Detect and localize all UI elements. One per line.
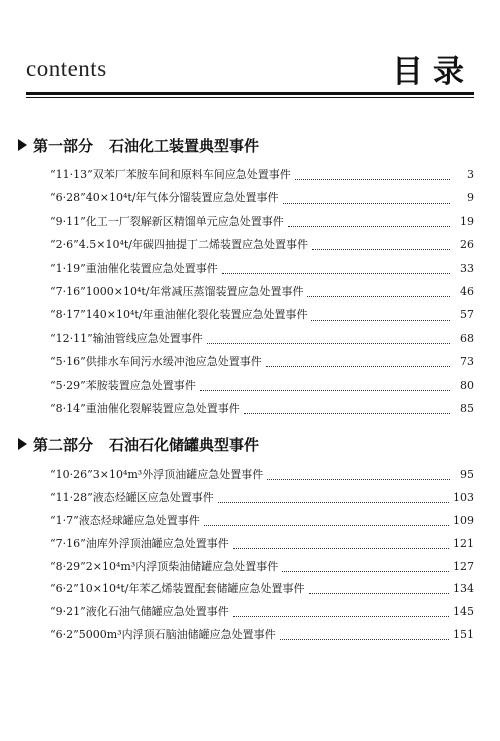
toc-entry-page-number: 19	[460, 214, 474, 228]
toc-entry-title: “2·6”4.5×10⁴t/年碳四抽提丁二烯装置应急处置事件	[50, 238, 308, 252]
toc-entry-title: “8·14”重油催化裂解装置应急处置事件	[50, 401, 240, 415]
toc-entry[interactable]	[50, 377, 474, 400]
section-part: 第二部分	[33, 435, 94, 454]
dot-leader	[218, 502, 449, 503]
toc-entry[interactable]	[50, 489, 474, 512]
toc-entry-title: “8·17”140×10⁴t/年重油催化裂化装置应急处置事件	[50, 308, 308, 322]
dot-leader	[207, 343, 450, 344]
triangle-marker-icon	[18, 139, 27, 151]
toc-entry-page-number: 145	[453, 605, 474, 619]
toc-entry-title: “9·21”液化石油气储罐应急处置事件	[50, 605, 229, 619]
toc-entry[interactable]	[50, 626, 474, 649]
toc-entry-title: “7·16”油库外浮顶油罐应急处置事件	[50, 536, 229, 550]
toc-entry-page-number: 46	[460, 284, 474, 298]
toc-entry-title: “9·11”化工一厂裂解新区精馏单元应急处置事件	[50, 214, 284, 228]
toc-entry[interactable]	[50, 330, 474, 353]
toc-entry-title: “1·19”重油催化装置应急处置事件	[50, 261, 218, 275]
toc-entry-title: “7·16”1000×10⁴t/年常减压蒸馏装置应急处置事件	[50, 284, 304, 298]
dot-leader	[283, 203, 451, 204]
header-title: 目录	[392, 54, 474, 90]
dot-leader	[266, 366, 450, 367]
toc-entry-title: “11·28”液态烃罐区应急处置事件	[50, 490, 214, 504]
section-title: 石油石化储罐典型事件	[109, 435, 260, 454]
triangle-marker-icon	[18, 438, 27, 450]
dot-leader	[307, 296, 450, 297]
toc-entry[interactable]	[50, 535, 474, 558]
section-title: 石油化工装置典型事件	[109, 136, 260, 155]
dot-leader	[204, 525, 449, 526]
toc-entry-page-number: 68	[460, 331, 474, 345]
toc-entry[interactable]	[50, 558, 474, 581]
toc-entry-title: “5·16”供排水车间污水缓冲池应急处置事件	[50, 355, 262, 369]
toc-entry[interactable]	[50, 580, 474, 603]
toc-entry-title: “11·13”双苯厂苯胺车间和原料车间应急处置事件	[50, 168, 291, 181]
toc-entry[interactable]	[50, 189, 474, 212]
dot-leader	[282, 571, 449, 572]
dot-leader	[244, 413, 450, 414]
toc-entry[interactable]	[50, 283, 474, 306]
toc-entry-page-number: 151	[453, 628, 474, 642]
toc-entry-title: “10·26”3×10⁴m³外浮顶油罐应急处置事件	[50, 468, 264, 481]
dot-leader	[233, 548, 449, 549]
toc-entry-title: “6·28”40×10⁴t/年气体分馏装置应急处置事件	[50, 191, 279, 205]
toc-entry[interactable]	[50, 166, 474, 189]
toc-entry[interactable]	[50, 400, 474, 423]
dot-leader	[309, 593, 450, 594]
toc-entry-title: “6·2”5000m³内浮顶石脑油储罐应急处置事件	[50, 628, 276, 642]
toc-entry-page-number: 26	[460, 238, 474, 252]
header-contents: contents	[26, 56, 107, 81]
toc-entry-page-number: 85	[460, 401, 474, 415]
toc-entry[interactable]	[50, 213, 474, 236]
toc-entry-page-number: 121	[453, 536, 474, 550]
toc-entry[interactable]	[50, 260, 474, 283]
toc-entry-title: “5·29”苯胺装置应急处置事件	[50, 378, 196, 392]
dot-leader	[311, 320, 450, 321]
dot-leader	[312, 249, 450, 250]
toc-entry-title: “12·11”输油管线应急处置事件	[50, 331, 203, 345]
dot-leader	[288, 226, 450, 227]
dot-leader	[280, 639, 449, 640]
toc-list-part-1	[50, 166, 474, 423]
dot-leader	[295, 179, 450, 180]
toc-entry[interactable]	[50, 353, 474, 376]
toc-entry-page-number: 80	[460, 378, 474, 392]
toc-entry-page-number: 109	[453, 513, 474, 527]
dot-leader	[233, 616, 449, 617]
toc-entry-title: “1·7”液态烃球罐应急处置事件	[50, 513, 200, 527]
toc-entry-page-number: 3	[467, 168, 474, 181]
dot-leader	[200, 390, 450, 391]
toc-list-part-2	[50, 466, 474, 649]
dot-leader	[222, 273, 450, 274]
toc-entry[interactable]	[50, 306, 474, 329]
header-rule-thin	[26, 97, 474, 98]
toc-entry-page-number: 95	[460, 468, 474, 481]
toc-entry-page-number: 134	[453, 582, 474, 596]
toc-entry-page-number: 103	[453, 490, 474, 504]
toc-entry-page-number: 73	[460, 355, 474, 369]
section-heading-2	[18, 433, 474, 455]
toc-entry[interactable]	[50, 603, 474, 626]
toc-entry-page-number: 33	[460, 261, 474, 275]
toc-entry-title: “6·2”10×10⁴t/年苯乙烯装置配套储罐应急处置事件	[50, 582, 305, 596]
toc-entry-title: “8·29”2×10⁴m³内浮顶柴油储罐应急处置事件	[50, 559, 279, 573]
toc-entry-page-number: 127	[453, 559, 474, 573]
toc-entry[interactable]	[50, 512, 474, 535]
section-part: 第一部分	[33, 136, 94, 155]
toc-entry-page-number: 9	[467, 191, 474, 205]
section-heading-1	[18, 134, 474, 156]
header-rule-thick	[26, 92, 474, 95]
toc-entry-page-number: 57	[460, 308, 474, 322]
toc-entry[interactable]	[50, 236, 474, 259]
toc-entry[interactable]	[50, 466, 474, 489]
dot-leader	[267, 479, 450, 480]
